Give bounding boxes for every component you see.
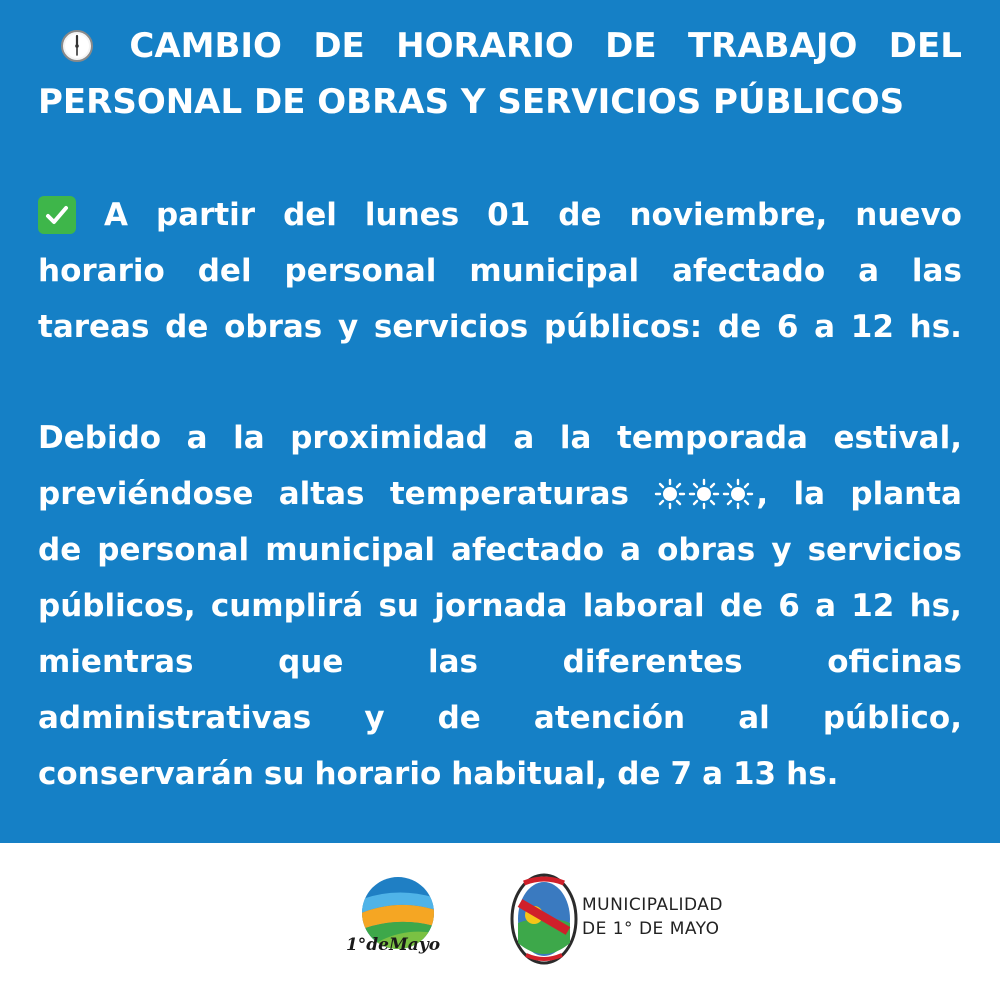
title-line-2: PERSONAL DE OBRAS Y SERVICIOS PÚBLICOS bbox=[38, 82, 905, 122]
word: horario bbox=[314, 756, 442, 792]
paragraph1-line-1 bbox=[38, 187, 962, 243]
word: estival, bbox=[833, 420, 962, 456]
word: 01 bbox=[487, 197, 531, 233]
word: lunes bbox=[364, 197, 460, 233]
word: planta bbox=[850, 476, 962, 512]
word: de bbox=[558, 197, 602, 233]
word: 7 bbox=[670, 756, 693, 792]
word: y bbox=[771, 532, 792, 568]
word: 13 bbox=[732, 756, 777, 792]
paragraph2-line-6 bbox=[38, 690, 962, 746]
word: cumplirá bbox=[210, 588, 364, 624]
municipality-name bbox=[582, 893, 723, 941]
word: su bbox=[378, 588, 419, 624]
title-word: TRABAJO bbox=[687, 26, 858, 66]
word: municipal bbox=[265, 532, 435, 568]
municipal-shield-icon bbox=[510, 873, 578, 965]
word: Debido bbox=[38, 420, 162, 456]
word: a bbox=[513, 420, 535, 456]
word: 12 bbox=[850, 309, 894, 345]
check-mark-icon bbox=[38, 196, 76, 234]
word: y bbox=[337, 309, 359, 345]
word: nuevo bbox=[855, 197, 962, 233]
title-line-1 bbox=[38, 18, 962, 74]
word: conservarán bbox=[38, 756, 254, 792]
word: a bbox=[702, 756, 723, 792]
word: personal bbox=[284, 253, 437, 289]
paragraph2-line-2 bbox=[38, 466, 962, 522]
paragraph2-line-3 bbox=[38, 522, 962, 578]
word: a bbox=[186, 420, 208, 456]
word: afectado bbox=[672, 253, 826, 289]
word: del bbox=[283, 197, 337, 233]
word: servicios bbox=[373, 309, 529, 345]
word: 12 bbox=[851, 588, 895, 624]
word: noviembre, bbox=[629, 197, 828, 233]
paragraph2-line-5 bbox=[38, 634, 962, 690]
word: las bbox=[911, 253, 962, 289]
municipality-line-2: DE 1° DE MAYO bbox=[582, 919, 720, 939]
word: horario bbox=[38, 253, 165, 289]
comma: , bbox=[756, 476, 769, 512]
word: de bbox=[719, 588, 764, 624]
word: de bbox=[165, 309, 209, 345]
word: público, bbox=[822, 700, 962, 736]
title-word: CAMBIO bbox=[129, 26, 282, 66]
word: del bbox=[197, 253, 252, 289]
landscape-logo-icon bbox=[352, 873, 444, 973]
word: atención bbox=[533, 700, 686, 736]
word: públicos, bbox=[38, 588, 196, 624]
word: administrativas bbox=[38, 700, 312, 736]
word: temporada bbox=[617, 420, 808, 456]
word: previéndose bbox=[38, 476, 254, 512]
sun-icons-group bbox=[654, 476, 768, 512]
word: altas bbox=[278, 476, 365, 512]
word: de bbox=[38, 532, 82, 568]
word: 6 bbox=[776, 309, 799, 345]
sun-icon bbox=[688, 478, 720, 510]
word: jornada bbox=[434, 588, 568, 624]
word: proximidad bbox=[290, 420, 488, 456]
word: temperaturas bbox=[389, 476, 629, 512]
word: A bbox=[103, 197, 128, 233]
word: la bbox=[793, 476, 826, 512]
title-word: DE bbox=[605, 26, 657, 66]
paragraph2-line-7 bbox=[38, 746, 962, 802]
word: hs. bbox=[786, 756, 839, 792]
word: servicios bbox=[807, 532, 962, 568]
word: la bbox=[559, 420, 592, 456]
word: tareas bbox=[38, 309, 150, 345]
paragraph2-line-4 bbox=[38, 578, 962, 634]
footer bbox=[0, 843, 1000, 1000]
municipality-line-1: MUNICIPALIDAD bbox=[582, 895, 724, 915]
word: municipal bbox=[469, 253, 640, 289]
word: y bbox=[364, 700, 385, 736]
word: hs. bbox=[909, 309, 962, 345]
word: que bbox=[278, 644, 344, 680]
word: públicos: bbox=[543, 309, 703, 345]
sun-icon bbox=[722, 478, 754, 510]
word: mientras bbox=[38, 644, 194, 680]
word: a bbox=[814, 309, 836, 345]
word: oficinas bbox=[827, 644, 962, 680]
clock-icon bbox=[60, 29, 94, 63]
word: laboral bbox=[582, 588, 705, 624]
word: hs, bbox=[909, 588, 962, 624]
word: de bbox=[617, 756, 661, 792]
word: 6 bbox=[778, 588, 800, 624]
word: obras bbox=[224, 309, 323, 345]
word: afectado bbox=[451, 532, 605, 568]
sun-icon bbox=[654, 478, 686, 510]
word: su bbox=[263, 756, 305, 792]
word: las bbox=[428, 644, 479, 680]
paragraph1-line-2 bbox=[38, 243, 962, 299]
word: habitual, bbox=[451, 756, 608, 792]
paragraph2-line-1 bbox=[38, 410, 962, 466]
word: la bbox=[233, 420, 265, 456]
paragraph1-line-3 bbox=[38, 299, 962, 355]
title-word: DE bbox=[313, 26, 365, 66]
word: de bbox=[717, 309, 762, 345]
logo-text: 1°deMayo bbox=[345, 935, 441, 955]
word: a bbox=[858, 253, 879, 289]
word: al bbox=[738, 700, 770, 736]
word: a bbox=[815, 588, 836, 624]
word: a bbox=[620, 532, 642, 568]
word: obras bbox=[657, 532, 756, 568]
word: de bbox=[437, 700, 481, 736]
title-word: DEL bbox=[888, 26, 962, 66]
word: personal bbox=[97, 532, 250, 568]
word: diferentes bbox=[562, 644, 743, 680]
word: partir bbox=[155, 197, 256, 233]
title-word: HORARIO bbox=[396, 26, 574, 66]
